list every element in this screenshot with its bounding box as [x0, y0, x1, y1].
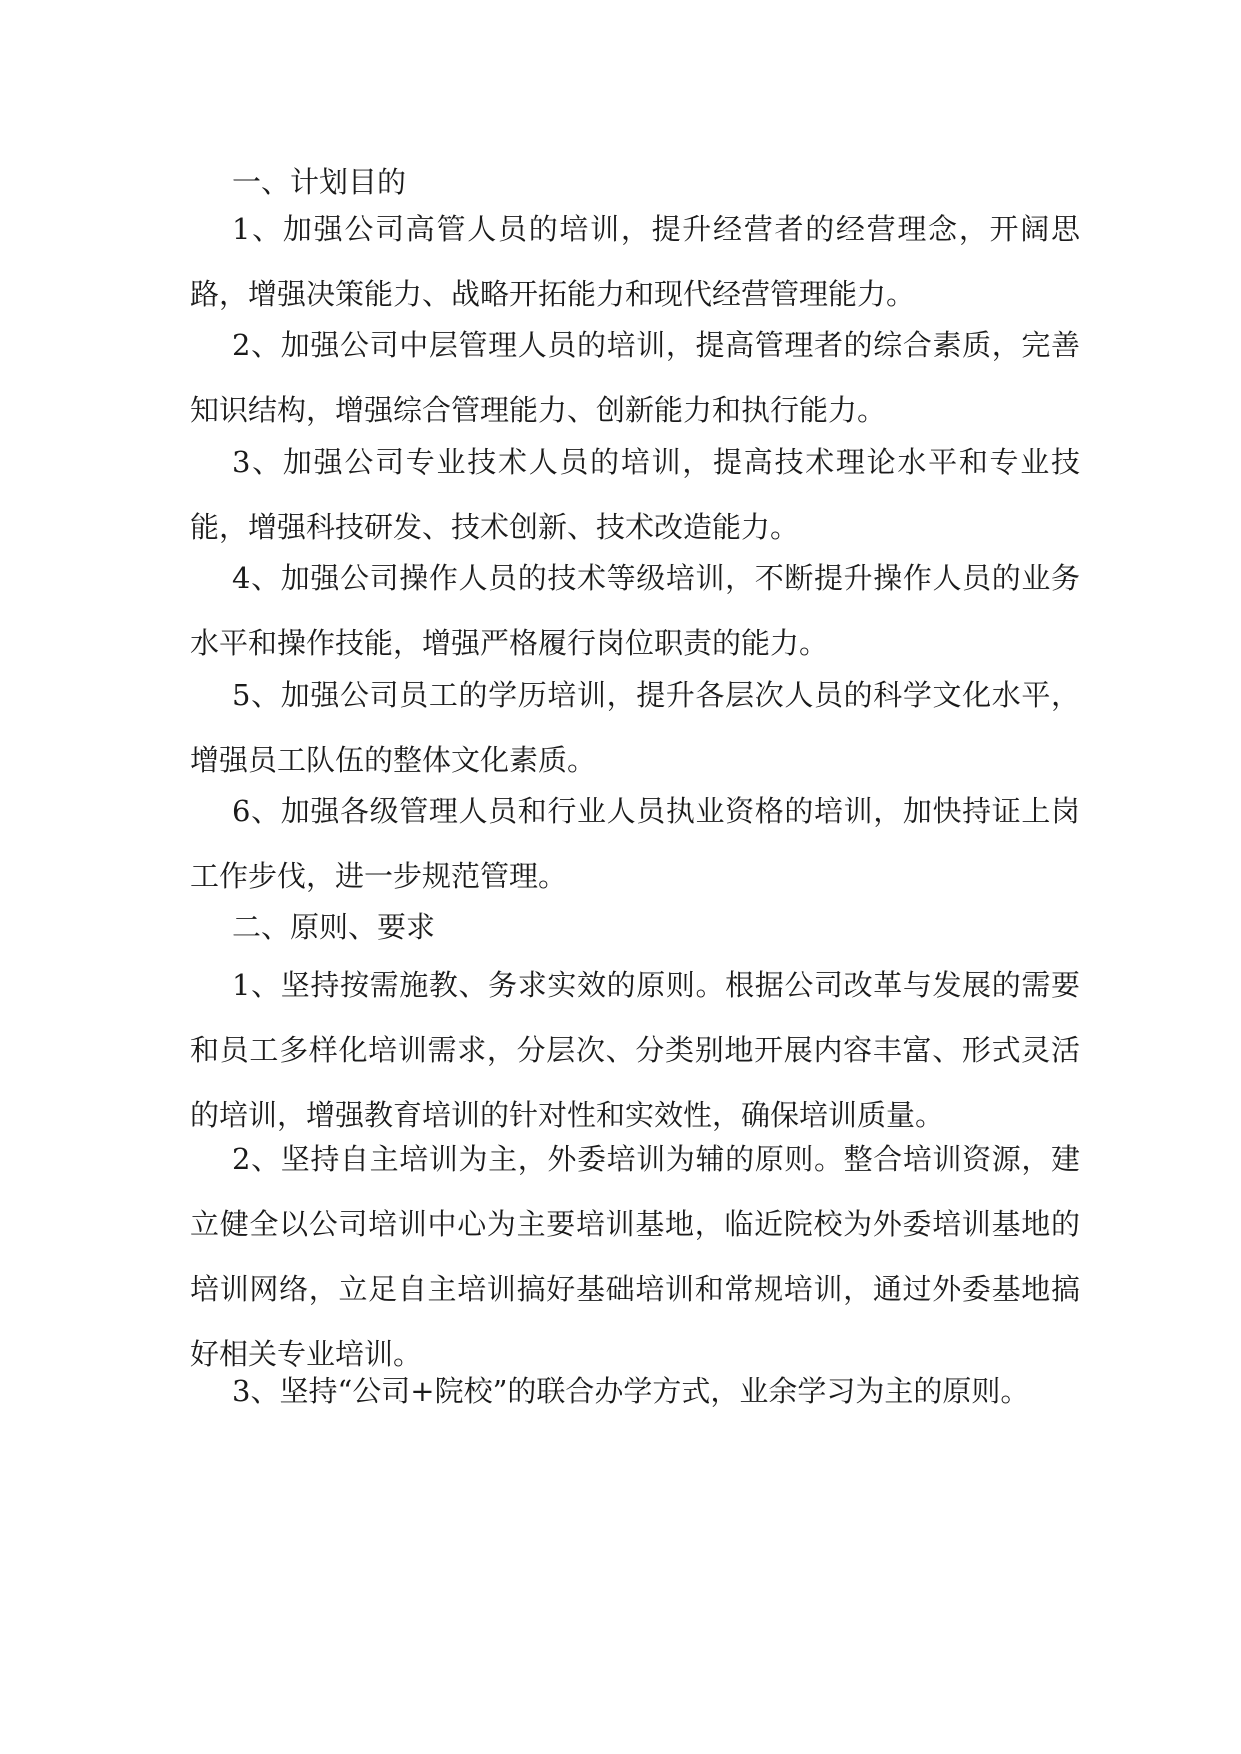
paragraph-purpose-2: 2、加强公司中层管理人员的培训，提高管理者的综合素质，完善知识结构，增强综合管理能力、创新能力和执行能力。 — [190, 328, 1080, 427]
paragraph-purpose-6: 6、加强各级管理人员和行业人员执业资格的培训，加快持证上岗工作步伐，进一步规范管理。 — [190, 794, 1080, 893]
paragraph-purpose-5: 5、加强公司员工的学历培训，提升各层次人员的科学文化水平，增强员工队伍的整体文化素质。 — [190, 678, 1080, 777]
paragraph-principle-2: 2、坚持自主培训为主，外委培训为辅的原则。整合培训资源，建立健全以公司培训中心为主要培训基地，临近院校为外委培训基地的培训网络，立足自主培训搞好基础培训和常规培训，通过外委基地搞好相关专业培训。 — [190, 1142, 1080, 1371]
paragraph-principle-1: 1、坚持按需施教、务求实效的原则。根据公司改革与发展的需要和员工多样化培训需求，分层次、分类别地开展内容丰富、形式灵活的培训，增强教育培训的针对性和实效性，确保培训质量。 — [190, 968, 1080, 1132]
section-heading-purpose: 一、计划目的 — [232, 165, 407, 199]
paragraph-purpose-1: 1、加强公司高管人员的培训，提升经营者的经营理念，开阔思路，增强决策能力、战略开拓能力和现代经营管理能力。 — [190, 212, 1080, 311]
paragraph-purpose-3: 3、加强公司专业技术人员的培训，提高技术理论水平和专业技能，增强科技研发、技术创新、技术改造能力。 — [190, 445, 1080, 544]
paragraph-principle-3: 3、坚持“公司+院校”的联合办学方式，业余学习为主的原则。 — [232, 1374, 1030, 1408]
section-heading-principles: 二、原则、要求 — [232, 910, 436, 944]
paragraph-purpose-4: 4、加强公司操作人员的技术等级培训，不断提升操作人员的业务水平和操作技能，增强严格履行岗位职责的能力。 — [190, 561, 1080, 660]
